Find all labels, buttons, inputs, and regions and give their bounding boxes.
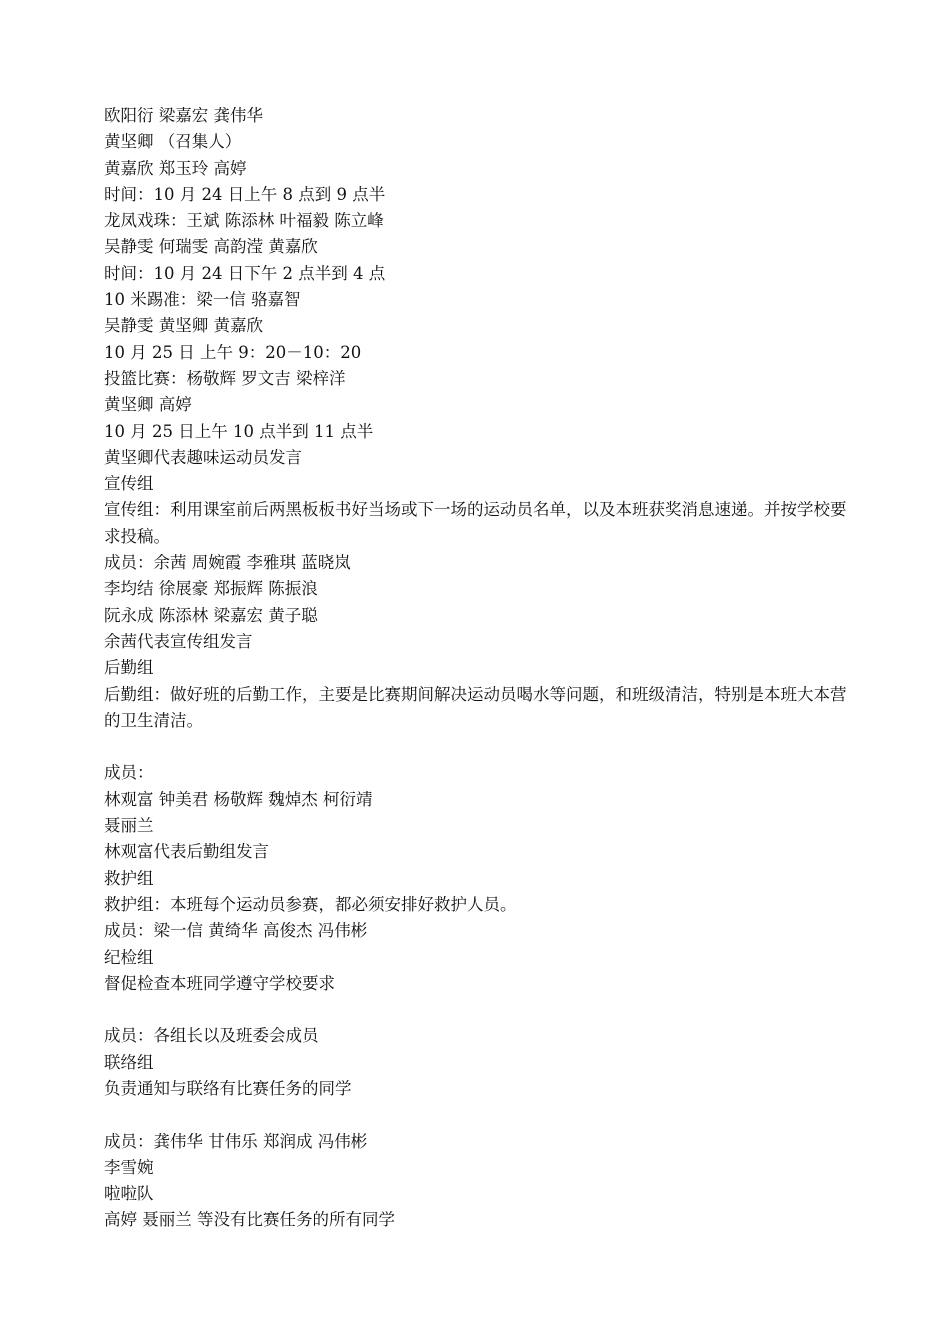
text-line: 吴静雯 黄坚卿 黄嘉欣 bbox=[104, 316, 263, 336]
text-line: 李雪婉 bbox=[104, 1157, 154, 1177]
text-line: 李均结 徐展豪 郑振辉 陈振浪 bbox=[104, 579, 318, 599]
text-line: 督促检查本班同学遵守学校要求 bbox=[104, 973, 335, 993]
text-line: 宣传组：利用课室前后两黑板板书好当场或下一场的运动员名单，以及本班获奖消息速递。并按学校要求投稿。 bbox=[104, 500, 847, 546]
text-line: 投篮比赛：杨敬辉 罗文吉 梁梓洋 bbox=[104, 368, 346, 388]
blank-line bbox=[104, 997, 852, 1023]
text-line: 成员： bbox=[104, 763, 154, 783]
text-line: 高婷 聂丽兰 等没有比赛任务的所有同学 bbox=[104, 1210, 395, 1230]
text-line: 黄坚卿 （召集人） bbox=[104, 132, 242, 152]
text-line: 后勤组：做好班的后勤工作，主要是比赛期间解决运动员喝水等问题，和班级清洁，特别是本班大本营的卫生清洁。 bbox=[104, 684, 847, 730]
text-line: 阮永成 陈添林 梁嘉宏 黄子聪 bbox=[104, 605, 318, 625]
text-line: 黄坚卿代表趣味运动员发言 bbox=[104, 447, 302, 467]
text-line: 时间：10 月 24 日下午 2 点半到 4 点 bbox=[104, 263, 386, 283]
text-line: 聂丽兰 bbox=[104, 816, 154, 836]
text-line: 后勤组 bbox=[104, 658, 154, 678]
text-line: 10 月 25 日上午 10 点半到 11 点半 bbox=[104, 421, 374, 441]
text-line: 黄嘉欣 郑玉玲 高婷 bbox=[104, 158, 247, 178]
text-line: 救护组：本班每个运动员参赛，都必须安排好救护人员。 bbox=[104, 894, 517, 914]
text-line: 余茜代表宣传组发言 bbox=[104, 631, 253, 651]
text-line: 成员：梁一信 黄绮华 高俊杰 冯伟彬 bbox=[104, 921, 368, 941]
text-line: 宣传组 bbox=[104, 474, 154, 494]
blank-line bbox=[104, 1102, 852, 1128]
text-line: 吴静雯 何瑞雯 高韵滢 黄嘉欣 bbox=[104, 237, 318, 257]
text-line: 黄坚卿 高婷 bbox=[104, 395, 192, 415]
text-line: 成员：余茜 周婉霞 李雅琪 蓝晓岚 bbox=[104, 553, 351, 573]
text-line: 负责通知与联络有比赛任务的同学 bbox=[104, 1078, 352, 1098]
text-line: 救护组 bbox=[104, 868, 154, 888]
text-line: 成员：龚伟华 甘伟乐 郑润成 冯伟彬 bbox=[104, 1131, 368, 1151]
text-line: 时间：10 月 24 日上午 8 点到 9 点半 bbox=[104, 184, 386, 204]
document-body bbox=[104, 103, 852, 1234]
text-line: 林观富代表后勤组发言 bbox=[104, 842, 269, 862]
text-line: 联络组 bbox=[104, 1052, 154, 1072]
text-line: 啦啦队 bbox=[104, 1184, 154, 1204]
text-line: 林观富 钟美君 杨敬辉 魏焯杰 柯衍靖 bbox=[104, 789, 373, 809]
text-line: 龙凤戏珠：王斌 陈添林 叶福毅 陈立峰 bbox=[104, 211, 384, 231]
text-line: 成员：各组长以及班委会成员 bbox=[104, 1026, 319, 1046]
text-line: 10 月 25 日 上午 9：20－10：20 bbox=[104, 342, 362, 362]
text-line: 纪检组 bbox=[104, 947, 154, 967]
text-line: 欧阳衍 梁嘉宏 龚伟华 bbox=[104, 106, 263, 125]
blank-line bbox=[104, 734, 852, 760]
text-line: 10 米踢准：梁一信 骆嘉智 bbox=[104, 290, 301, 310]
